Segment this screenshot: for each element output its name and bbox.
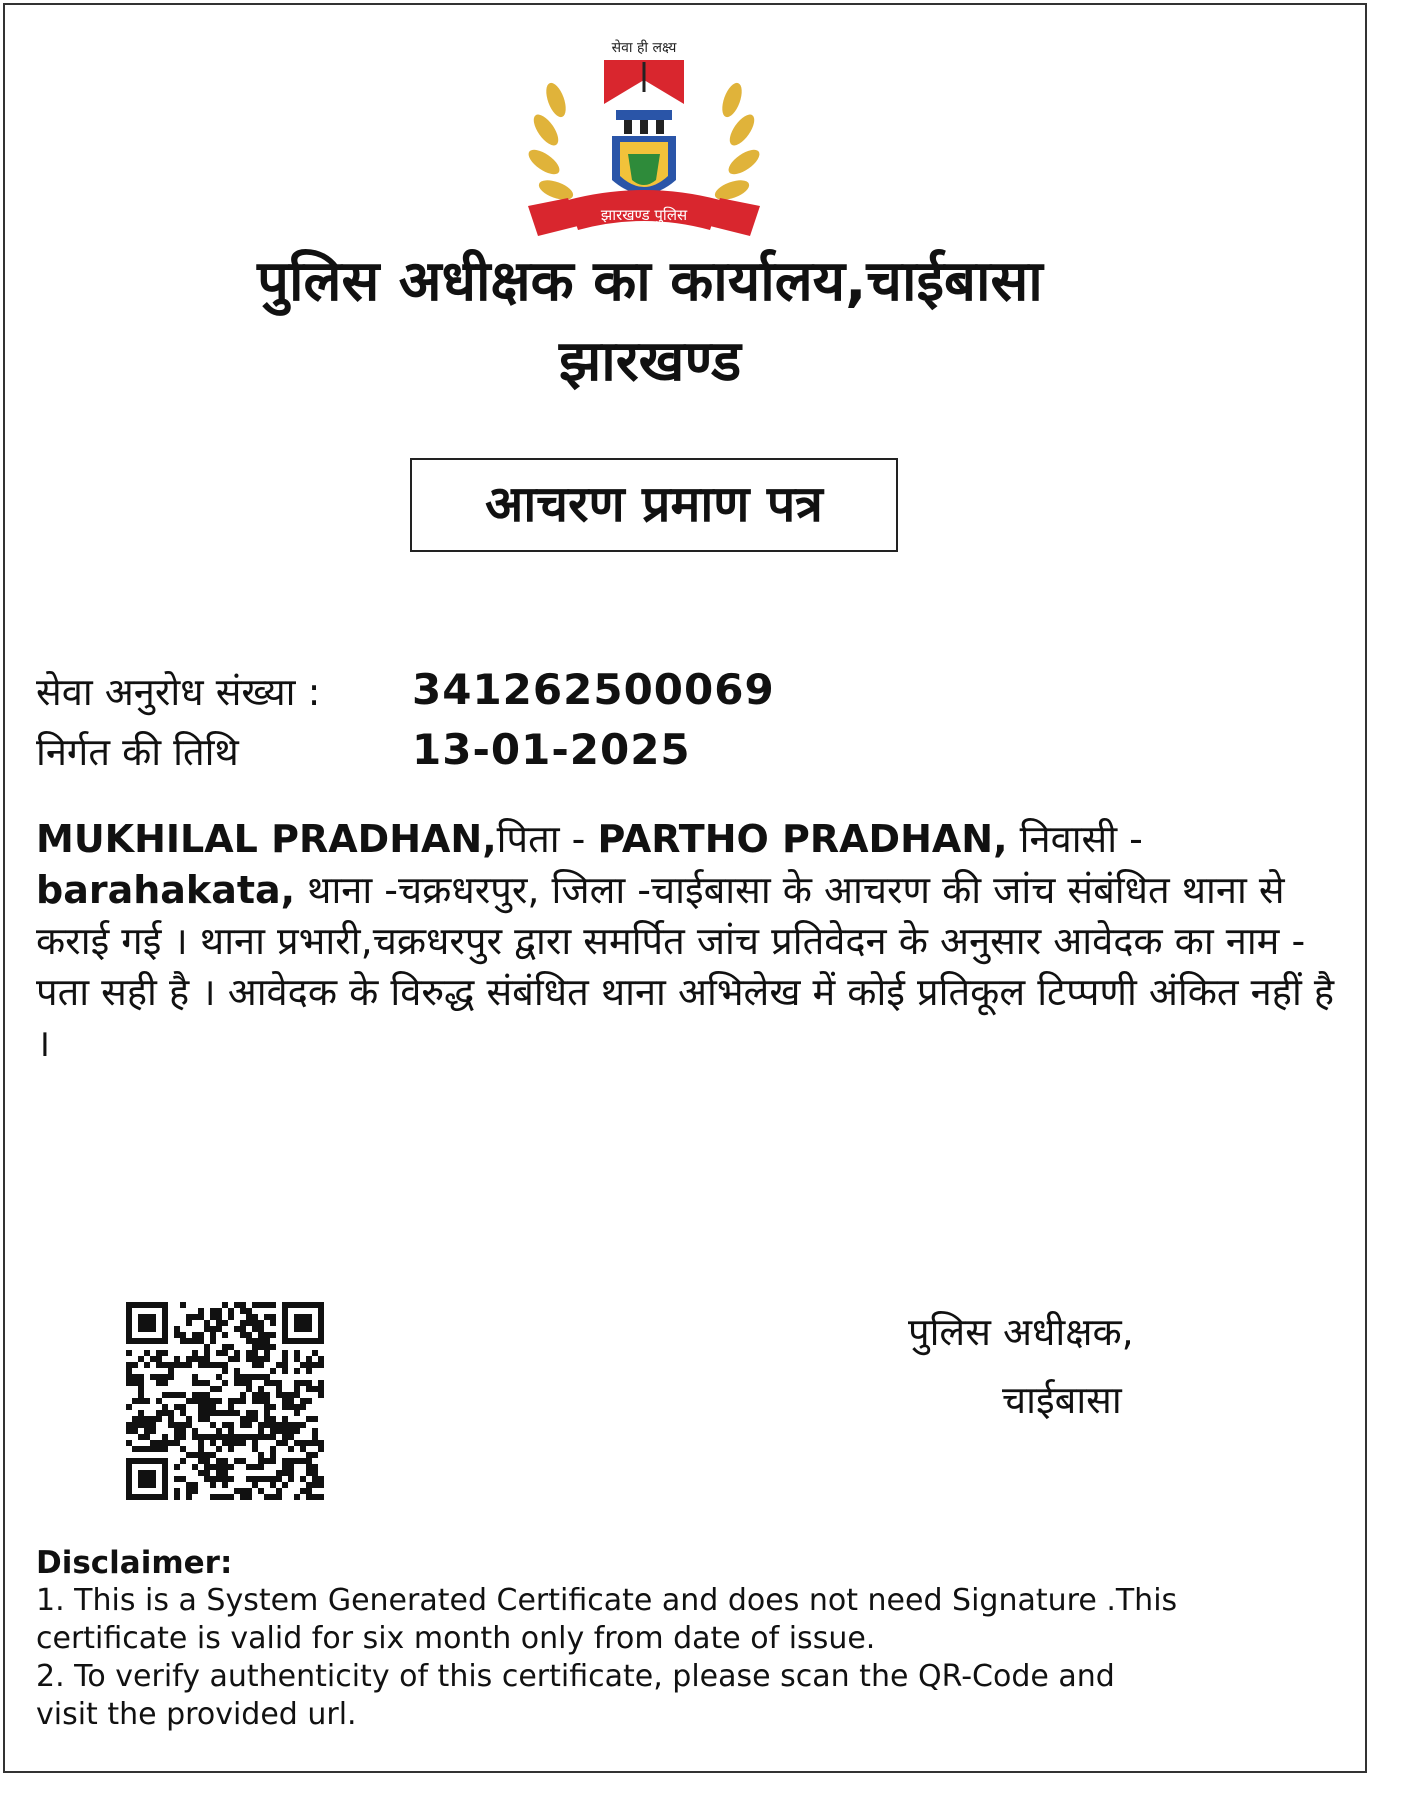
disclaimer-line-3: 2. To verify authenticity of this certificate, please scan the QR-Code and (36, 1659, 1115, 1694)
signatory-title: पुलिस अधीक्षक, (908, 1310, 1134, 1354)
father-label: पिता - (496, 817, 598, 861)
father-name: PARTHO PRADHAN, (597, 817, 1008, 861)
body-statement: थाना -चक्रधरपुर, जिला -चाईबासा के आचरण की जांच संबंधित थाना से कराई गई । थाना प्रभारी,चक्रधरपुर द्वारा समर्पित जांच प्रतिवेदन के अनुसार आवेदक का नाम - पता सही है । आवेदक के विरुद्ध संबंधित थाना अभिलेख में कोई प्रतिकूल टिप्पणी अंकित नहीं है । (36, 868, 1335, 1065)
police-emblem-logo (508, 30, 780, 262)
certificate-title: आचरण प्रमाण पत्र (410, 458, 898, 552)
resident-label: निवासी - (1007, 817, 1143, 861)
request-number: 341262500069 (412, 665, 775, 714)
village-name: barahakata, (36, 868, 296, 912)
office-title: पुलिस अधीक्षक का कार्यालय,चाईबासा (257, 249, 1043, 314)
state-title: झारखण्ड (558, 329, 742, 394)
issue-date: 13-01-2025 (412, 725, 691, 774)
disclaimer-line-4: visit the provided url. (36, 1697, 357, 1732)
certificate-body (36, 814, 1336, 1069)
qr-code[interactable] (126, 1302, 324, 1500)
applicant-name: MUKHILAL PRADHAN, (36, 817, 497, 861)
svg-text:झारखण्ड पुलिस: झारखण्ड पुलिस (600, 206, 688, 224)
svg-text:सेवा ही लक्ष्य: सेवा ही लक्ष्य (611, 40, 677, 56)
disclaimer-line-2: certificate is valid for six month only from date of issue. (36, 1621, 876, 1656)
disclaimer-title: Disclaimer: (36, 1545, 233, 1581)
issue-date-label: निर्गत की तिथि (36, 730, 239, 774)
disclaimer-line-1: 1. This is a System Generated Certificate and does not need Signature .This (36, 1583, 1178, 1618)
request-number-label: सेवा अनुरोध संख्या : (36, 670, 321, 714)
signatory-location: चाईबासा (1002, 1378, 1122, 1422)
